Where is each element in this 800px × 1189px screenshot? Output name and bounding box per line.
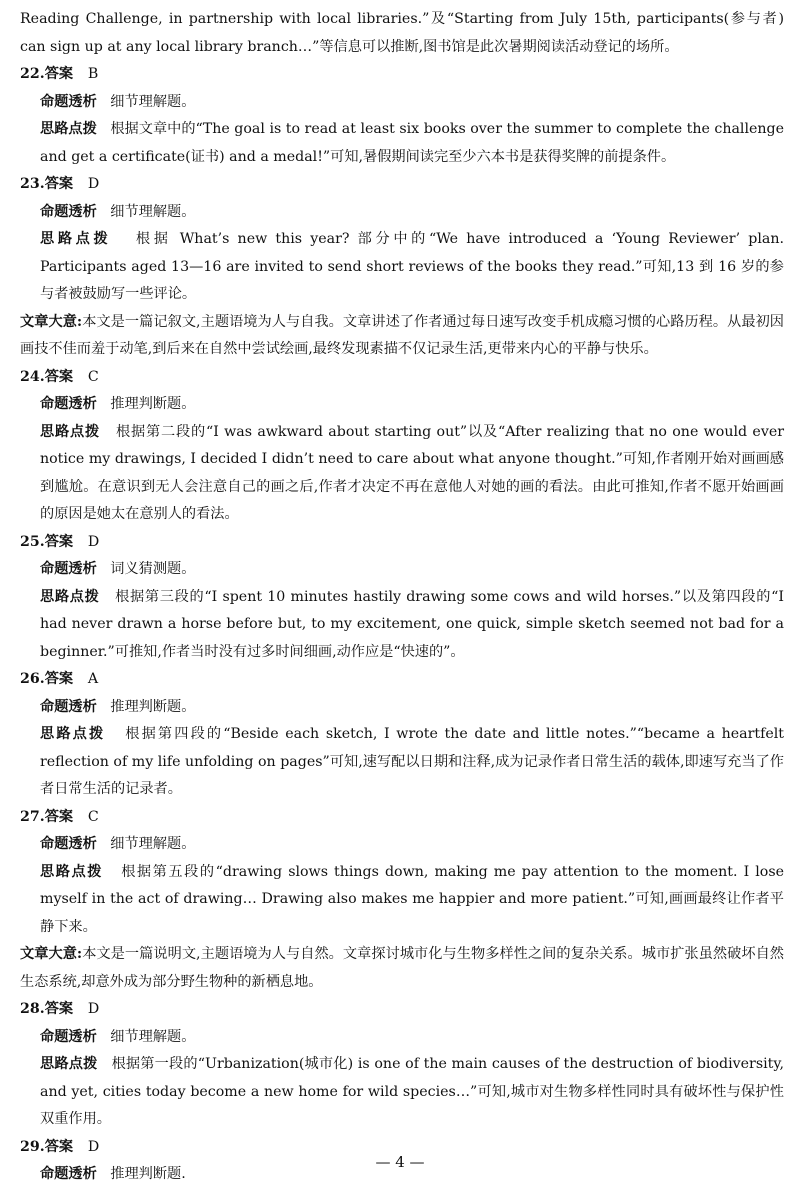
question-number: 28. (20, 1001, 45, 1017)
analysis-line (20, 391, 784, 419)
page-number: — 4 — (375, 1153, 425, 1171)
question-number: 25. (20, 533, 45, 550)
analysis-line (20, 89, 784, 117)
hint-label: 思路点拨 (40, 588, 100, 605)
analysis-label: 命题透析 (40, 203, 97, 220)
answer-label: 答案 (44, 1001, 74, 1017)
analysis-line (20, 694, 784, 722)
answer-value: D (87, 1138, 100, 1155)
answer-value: C (87, 808, 99, 825)
question-number: 24. (20, 368, 45, 385)
analysis-label: 命题透析 (40, 93, 97, 110)
hint-text: 根据第三段的“I spent 10 minutes hastily drawing some cows and wild horses.”以及第四段的“I had never drawn a horse before but, to my excitement, one quick, simple sketch seemed not bad for a beginner.”可推知,作者当时没有过多时间细画,动作应是“快速的”。 (40, 588, 784, 660)
question-heading (20, 61, 784, 89)
hint-label: 思路点拨 (40, 1056, 98, 1072)
question-heading (20, 804, 784, 832)
hint-paragraph (20, 1051, 784, 1134)
question-number: 29. (20, 1138, 45, 1155)
analysis-text: 细节理解题。 (110, 1028, 196, 1045)
answer-value: C (87, 368, 99, 385)
hint-paragraph (20, 419, 784, 529)
hint-text: 根据 What’s new this year? 部分中的“We have introduced a ‘Young Reviewer’ plan. Participants aged 13—16 are invited to send short reviews of the books they read.”可知,13 到 16 岁的参与者被鼓励写一些评论。 (40, 231, 784, 302)
answer-value: D (87, 1001, 100, 1017)
hint-label: 思路点拨 (40, 231, 112, 247)
question-number: 27. (20, 808, 45, 825)
analysis-label: 命题透析 (40, 698, 97, 715)
summary-label: 文章大意: (20, 313, 83, 330)
analysis-text: 词义猜测题。 (110, 561, 196, 577)
analysis-text: 推理判断题。 (110, 698, 196, 715)
answer-key-page (20, 6, 784, 1189)
answer-label: 答案 (44, 368, 74, 385)
answer-label: 答案 (44, 808, 74, 825)
answer-value: D (87, 533, 100, 550)
hint-text: 根据第一段的“Urbanization(城市化) is one of the main causes of the destruction of biodiversity, and yet, cities today become a new home for wild species…”可知,城市对生物多样性同时具有破坏性与保护性双重作用。 (40, 1056, 784, 1127)
question-heading (20, 666, 784, 694)
hint-text: 根据第四段的“Beside each sketch, I wrote the date and little notes.”“became a heartfelt reflection of my life unfolding on pages”可知,速写配以日期和注释,成为记录作者日常生活的载体,即速写充当了作者日常生活的记录者。 (40, 726, 784, 797)
answer-label: 答案 (44, 176, 74, 192)
analysis-label: 命题透析 (40, 561, 97, 577)
answer-value: A (87, 671, 99, 687)
hint-label: 思路点拨 (40, 726, 106, 742)
analysis-label: 命题透析 (40, 396, 97, 412)
question-heading (20, 171, 784, 199)
analysis-text: 细节理解题。 (110, 93, 196, 110)
hint-text: 根据文章中的“The goal is to read at least six books over the summer to complete the challenge and get a certificate(证书) and a medal!”可知,暑假期间读完至少六本书是获得奖牌的前提条件。 (40, 121, 784, 165)
summary-text: 本文是一篇记叙文,主题语境为人与自我。文章讲述了作者通过每日速写改变手机成瘾习惯的心路历程。从最初因画技不佳而羞于动笔,到后来在自然中尝试绘画,最终发现素描不仅记录生活,更带来内心的平静与快乐。 (20, 313, 784, 357)
hint-paragraph (20, 116, 784, 171)
hint-text: 根据第二段的“I was awkward about starting out”以及“After realizing that no one would ever notice my drawings, I decided I didn’t need to care about what anyone thought.”可知,作者刚开始对画画感到尴尬。在意识到无人会注意自己的画之后,作者才决定不再在意他人对她的画的看法。由此可推知,作者不愿开始画画的原因是她太在意别人的看法。 (40, 423, 785, 522)
answer-label: 答案 (44, 671, 74, 687)
analysis-text: 推理判断题. (110, 1166, 186, 1182)
analysis-text: 细节理解题。 (110, 203, 196, 220)
analysis-label: 命题透析 (40, 1166, 97, 1182)
hint-label: 思路点拨 (40, 423, 100, 440)
question-number: 26. (20, 671, 45, 687)
question-number: 23. (20, 176, 45, 192)
analysis-text: 细节理解题。 (110, 836, 196, 852)
analysis-line (20, 199, 784, 227)
question-heading (20, 996, 784, 1024)
answer-value: B (87, 66, 99, 82)
analysis-label: 命题透析 (40, 836, 97, 852)
answer-label: 答案 (44, 533, 74, 550)
analysis-label: 命题透析 (40, 1028, 97, 1045)
question-heading (20, 364, 784, 392)
answer-blocks (20, 61, 784, 1189)
hint-text: 根据第五段的“drawing slows things down, making me pay attention to the moment. I lose myself in the act of drawing… Drawing also makes me happier and more patient.”可知,画画最终让作者平静下来。 (40, 863, 784, 935)
answer-label: 答案 (44, 66, 74, 82)
question-number: 22. (20, 66, 45, 82)
analysis-line (20, 556, 784, 584)
answer-value: D (87, 176, 100, 192)
analysis-text: 推理判断题。 (110, 396, 196, 412)
summary-text: 本文是一篇说明文,主题语境为人与自然。文章探讨城市化与生物多样性之间的复杂关系。城市扩张虽然破坏自然生态系统,却意外成为部分野生物种的新栖息地。 (20, 946, 784, 990)
answer-label: 答案 (44, 1138, 74, 1155)
article-summary (20, 309, 784, 364)
analysis-line (20, 831, 784, 859)
intro-paragraph: Reading Challenge, in partnership with local libraries.”及“Starting from July 15th, participants(参与者) can sign up at any local library branch…”等信息可以推断,图书馆是此次暑期阅读活动登记的场所。 (20, 11, 784, 55)
hint-paragraph (20, 721, 784, 804)
summary-label: 文章大意: (20, 946, 83, 962)
question-heading (20, 529, 784, 557)
hint-paragraph (20, 859, 784, 942)
analysis-line (20, 1024, 784, 1052)
hint-label: 思路点拨 (40, 121, 97, 137)
hint-paragraph (20, 226, 784, 309)
hint-label: 思路点拨 (40, 863, 103, 880)
hint-paragraph (20, 584, 784, 667)
article-summary (20, 941, 784, 996)
